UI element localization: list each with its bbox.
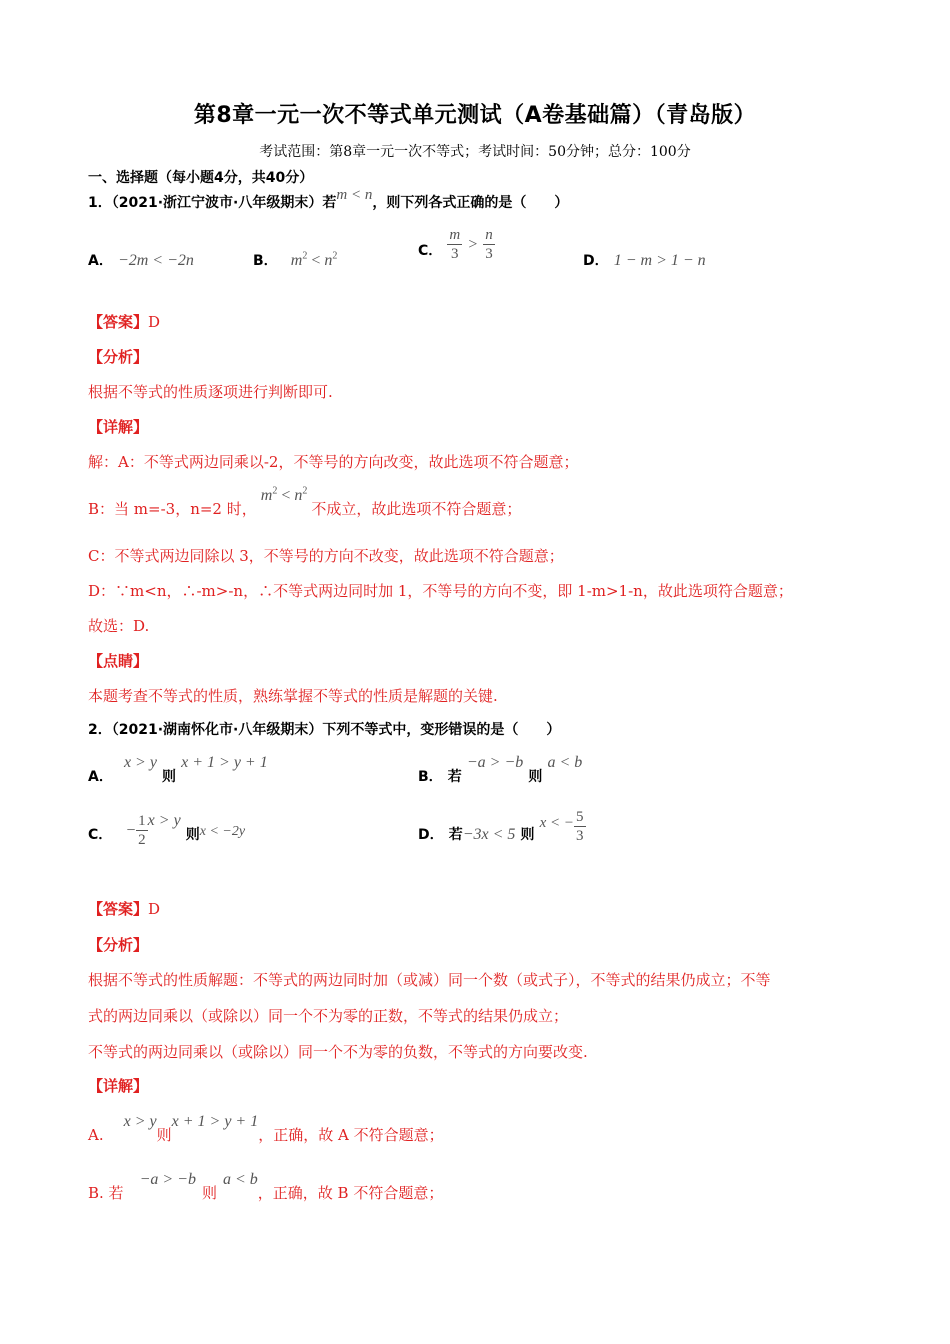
q2-answer-row [88, 898, 160, 919]
option-math: −3x < 5 [462, 826, 516, 843]
question-1-stem [88, 187, 569, 212]
condition-math: m < n [336, 187, 373, 203]
option-math: x < −2y [199, 824, 246, 839]
option-label: D． [418, 827, 444, 843]
question-number: 1． [88, 195, 112, 211]
comment-tag: 【点睛】 [88, 652, 149, 670]
answer-value: D [148, 900, 161, 918]
option-math: x + 1 > y + 1 [181, 754, 268, 771]
q2-analysis-line-3: 不等式的两边同乘以（或除以）同一个不为零的负数，不等式的方向要改变. [88, 1043, 588, 1061]
answer-tag: 【答案】 [88, 313, 149, 331]
q2-analysis-line-2: 式的两边同乘以（或除以）同一个不为零的正数，不等式的结果仍成立； [88, 1007, 569, 1025]
fraction: $\frac{1}{2}$ [138, 813, 146, 848]
q2-detail-a: A.x > y则x + 1 > y + 1，正确，故 A 不符合题意； [88, 1113, 444, 1144]
q2-detail-tag: 【详解】 [88, 1077, 149, 1095]
section-heading: 一、选择题（每小题4分，共40分） [88, 170, 314, 186]
answer-value: D [148, 313, 161, 331]
question-number: 2． [88, 722, 112, 738]
detail-a: 解：A：不等式两边同乘以-2，不等号的方向改变，故此选项不符合题意； [88, 453, 579, 471]
fraction: $\frac{5}{3}$ [576, 809, 584, 844]
option-label: D． [583, 253, 609, 269]
option-c [418, 226, 495, 263]
option-math: − [125, 822, 137, 839]
answer-tag: 【答案】 [88, 900, 149, 918]
q2-option-a [88, 752, 268, 785]
option-word: 若 [448, 827, 463, 843]
option-math: −a > −b [466, 754, 524, 771]
option-math: −2m < −2n [117, 252, 194, 269]
q2-analysis-line-1: 根据不等式的性质解题：不等式的两边同时加（或减）同一个数（或式子），不等式的结果仍成立；不等 [88, 971, 771, 989]
option-word: 若 [447, 769, 462, 785]
detail-tag: 【详解】 [88, 418, 149, 436]
analysis-tag: 【分析】 [88, 348, 149, 366]
detail-conclusion: 故选：D. [88, 617, 150, 635]
detail-c: C：不等式两边同除以 3，不等号的方向不改变，故此选项不符合题意； [88, 547, 564, 565]
question-tail: ，则下列各式正确的是（ ） [372, 195, 569, 211]
inline-math: $m^2 < n^2$ [260, 485, 308, 504]
option-b [253, 250, 337, 270]
option-label: A． [88, 253, 113, 269]
option-op: > [467, 236, 479, 253]
option-label: B． [418, 769, 443, 785]
question-2-stem [88, 719, 560, 739]
option-math: x > y [147, 812, 181, 829]
option-label: B． [253, 253, 278, 269]
comment-text: 本题考查不等式的性质，熟练掌握不等式的性质是解题的关键. [88, 687, 498, 705]
question-source: （2021·湖南怀化市·八年级期末）下列不等式中，变形错误的是（ ） [111, 722, 561, 738]
page-title: 第8章一元一次不等式单元测试（A卷基础篇）（青岛版） [193, 103, 757, 128]
q2-analysis-tag: 【分析】 [88, 936, 149, 954]
option-math: 1 − m > 1 − n [613, 252, 706, 269]
option-word: 则 [162, 769, 177, 785]
answer-row [88, 311, 160, 332]
option-label: A． [88, 769, 113, 785]
option-word: 则 [528, 769, 543, 785]
q2-option-d [418, 809, 586, 849]
exam-info: 考试范围：第8章一元一次不等式；考试时间：50分钟；总分：100分 [259, 144, 691, 160]
option-label: C． [88, 827, 113, 843]
question-source: （2021·浙江宁波市·八年级期末）若 [111, 195, 337, 211]
q2-detail-b: B. 若−a > −b则a < b，正确，故 B 不符合题意； [88, 1171, 444, 1202]
option-math: $m^2 < n^2$ [290, 250, 338, 269]
detail-b: B：当 m=-3，n=2 时，$m^2 < n^2$不成立，故此选项不符合题意； [88, 485, 522, 518]
option-math: x < − [539, 815, 575, 831]
option-d [583, 250, 706, 270]
option-math: x > y [123, 754, 157, 771]
option-a [88, 250, 194, 270]
fraction: $\frac{m}{3}$ [449, 227, 461, 262]
q2-option-b [418, 752, 583, 785]
fraction: $\frac{n}{3}$ [485, 227, 493, 262]
detail-d: D：∵m<n，∴-m>-n，∴不等式两边同时加 1，不等号的方向不变，即 1-m>1-n，故此选项符合题意； [88, 582, 793, 600]
option-math: a < b [547, 754, 583, 771]
option-word: 则 [520, 827, 535, 843]
option-word: 则 [185, 827, 200, 843]
analysis-text: 根据不等式的性质逐项进行判断即可. [88, 383, 333, 401]
q2-option-c [88, 812, 245, 849]
option-label: C． [418, 243, 443, 259]
